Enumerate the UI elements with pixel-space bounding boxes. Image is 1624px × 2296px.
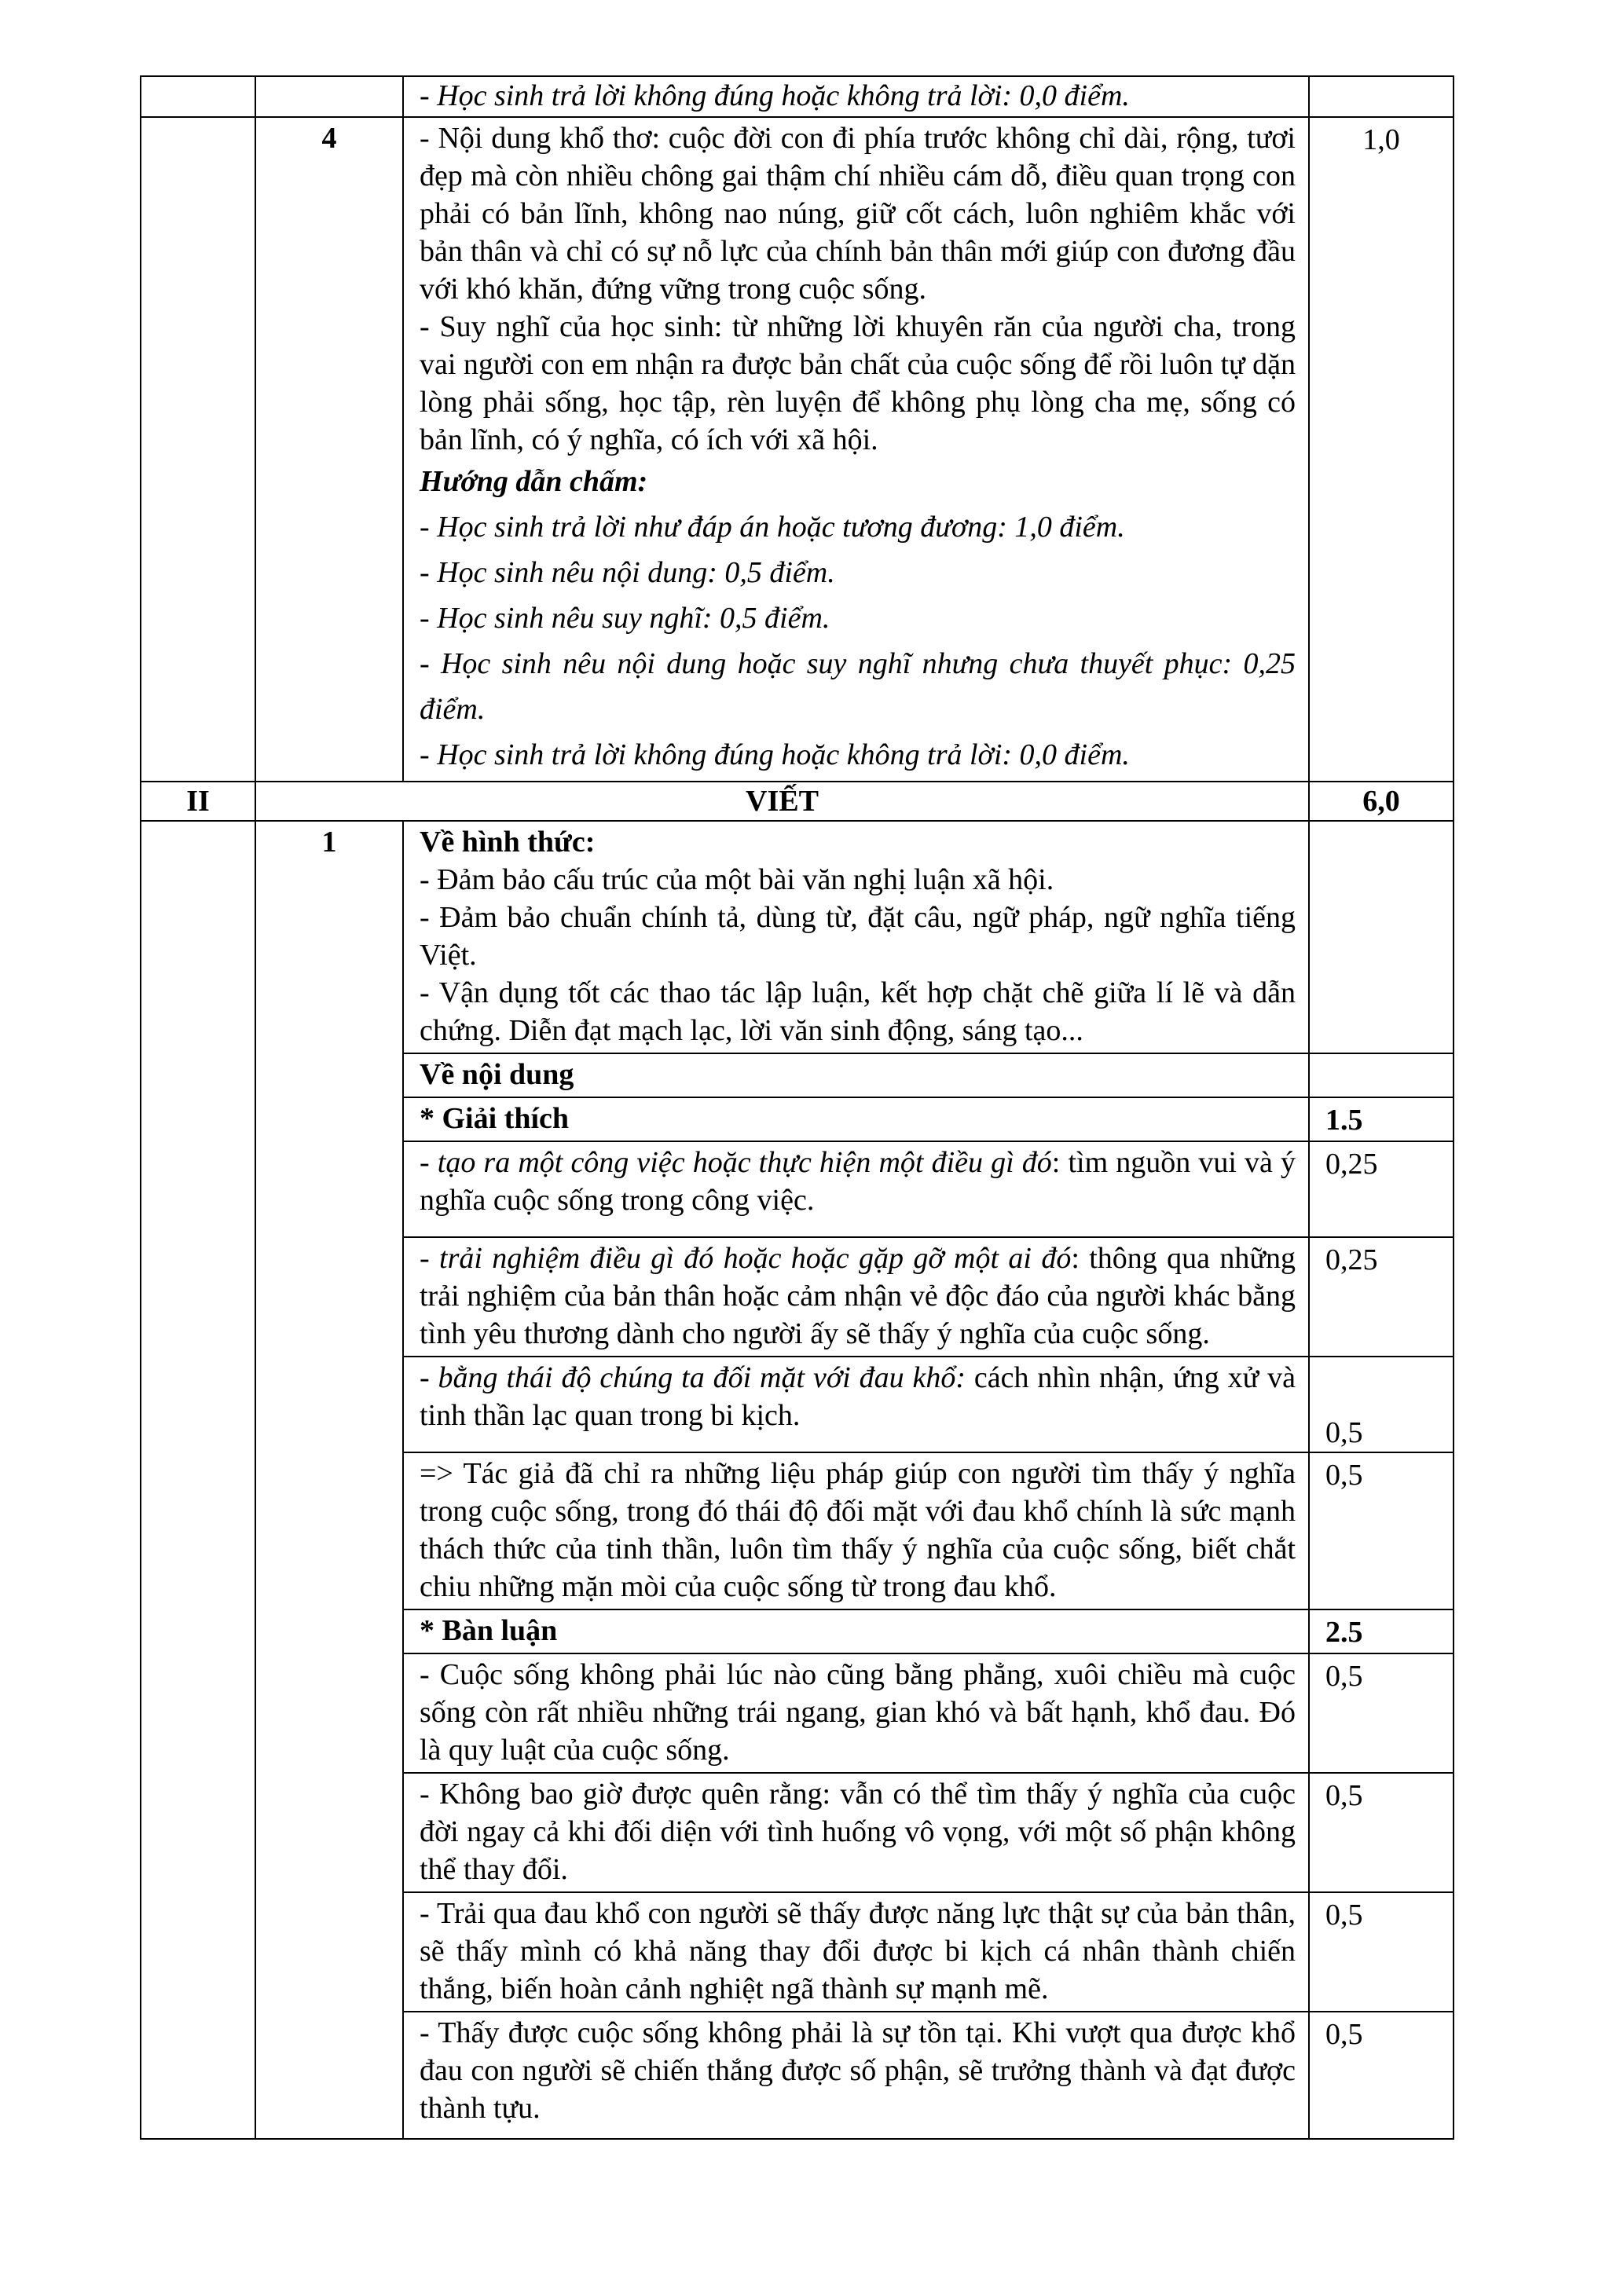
points-cell: 0,25: [1309, 1237, 1454, 1357]
content-cell: [403, 1237, 1309, 1357]
content-cell: [403, 1141, 1309, 1237]
grading-table: [140, 75, 1454, 2140]
guide-line: - Học sinh nêu nội dung hoặc suy nghĩ nhưng chưa thuyết phục: 0,25 điểm.: [420, 647, 1296, 726]
points-cell: 1,0: [1309, 117, 1454, 782]
form-item: - Vận dụng tốt các thao tác lập luận, kết hợp chặt chẽ giữa lí lẽ và dẫn chứng. Diễn đạt mạch lạc, lời văn sinh động, sáng tạo...: [420, 976, 1296, 1047]
section-cell: [141, 117, 255, 782]
explain-text: : tìm nguồn vui và ý nghĩa cuộc sống trong công việc.: [420, 1146, 1296, 1217]
content-title: Về nội dung: [403, 1053, 1309, 1097]
question-cell: [255, 76, 403, 117]
discuss-text: - Trải qua đau khổ con người sẽ thấy được năng lực thật sự của bản thân, sẽ thấy mình có khả năng thay đổi được bi kịch cá nhân thành chiến thắng, biến hoàn cảnh nghiệt ngã thành sự mạnh mẽ.: [403, 1892, 1309, 2012]
discuss-points: 2.5: [1309, 1609, 1454, 1653]
explain-text: => Tác giả đã chỉ ra những liệu pháp giúp con người tìm thấy ý nghĩa trong cuộc sống, trong đó thái độ đối mặt với đau khổ chính là sức mạnh thách thức của tinh thần, luôn tìm thấy ý nghĩa của cuộc sống, biết chắt chiu những mặn mòi của cuộc sống từ trong đau khổ.: [420, 1457, 1296, 1603]
discuss-text: - Cuộc sống không phải lúc nào cũng bằng phẳng, xuôi chiều mà cuộc sống còn rất nhiều những trái ngang, gian khó và bất hạnh, khổ đau. Đó là quy luật của cuộc sống.: [403, 1653, 1309, 1773]
points-cell: 0,5: [1309, 1892, 1454, 2012]
table-row: [141, 76, 1454, 117]
discuss-text: - Thấy được cuộc sống không phải là sự tồn tại. Khi vượt qua được khổ đau con người sẽ chiến thắng được số phận, sẽ trưởng thành và đạt được thành tựu.: [403, 2012, 1309, 2139]
guide-line: - Học sinh nêu suy nghĩ: 0,5 điểm.: [420, 602, 830, 635]
guide-line: - Học sinh trả lời không đúng hoặc không trả lời: 0,0 điểm.: [420, 738, 1130, 771]
form-item: - Đảm bảo cấu trúc của một bài văn nghị luận xã hội.: [420, 863, 1054, 896]
section-cell: [141, 76, 255, 117]
content-cell: [403, 821, 1309, 1053]
points-cell: 0,25: [1309, 1141, 1454, 1237]
form-title: Về hình thức:: [420, 826, 596, 859]
content-cell: [403, 1452, 1309, 1609]
answer-paragraph: - Nội dung khổ thơ: cuộc đời con đi phía trước không chỉ dài, rộng, tươi đẹp mà còn nhiều chông gai thậm chí nhiều cám dỗ, điều quan trọng con phải có bản lĩnh, không nao núng, giữ cốt cách, luôn nghiêm khắc với bản thân và chỉ có sự nỗ lực của chính bản thân mới giúp con đương đầu với khó khăn, đứng vững trong cuộc sống.: [420, 122, 1296, 306]
table-row: [141, 821, 1454, 1053]
explain-points: 1.5: [1309, 1097, 1454, 1141]
explain-lead: - trải nghiệm điều gì đó hoặc hoặc gặp gỡ một ai đó: [420, 1242, 1072, 1275]
guide-line: - Học sinh trả lời không đúng hoặc không trả lời: 0,0 điểm.: [420, 79, 1130, 112]
table-row: [141, 117, 1454, 782]
explain-title: * Giải thích: [403, 1097, 1309, 1141]
explain-lead: - bằng thái độ chúng ta đối mặt với đau khổ:: [420, 1361, 966, 1394]
points-cell: 0,5: [1309, 2012, 1454, 2139]
points-cell: [1309, 76, 1454, 117]
explain-lead: - tạo ra một công việc hoặc thực hiện một điều gì đó: [420, 1146, 1052, 1179]
explain-text: cách nhìn nhận, ứng xử và tinh thần lạc quan trong bi kịch.: [420, 1361, 1296, 1432]
guide-line: - Học sinh nêu nội dung: 0,5 điểm.: [420, 556, 835, 589]
content-cell: [403, 1357, 1309, 1452]
points-cell: 0,5: [1309, 1653, 1454, 1773]
discuss-text: - Không bao giờ được quên rằng: vẫn có thể tìm thấy ý nghĩa của cuộc đời ngay cả khi đối diện với tình huống vô vọng, với một số phận không thể thay đổi.: [403, 1773, 1309, 1892]
answer-paragraph: - Suy nghĩ của học sinh: từ những lời khuyên răn của người cha, trong vai người con em nhận ra được bản chất của cuộc sống để rồi luôn tự dặn lòng phải sống, học tập, rèn luyện để không phụ lòng cha mẹ, sống có bản lĩnh, có ý nghĩa, có ích với xã hội.: [420, 310, 1296, 456]
points-cell: [1309, 1053, 1454, 1097]
question-number: 1: [255, 821, 403, 2139]
section-points: 6,0: [1309, 782, 1454, 821]
explain-text: : thông qua những trải nghiệm của bản thân hoặc cảm nhận vẻ độc đáo của người khác bằng tình yêu thương dành cho người ấy sẽ thấy ý nghĩa của cuộc sống.: [420, 1242, 1296, 1350]
points-cell: 0,5: [1309, 1357, 1454, 1452]
content-cell: [403, 117, 1309, 782]
form-item: - Đảm bảo chuẩn chính tả, dùng từ, đặt câu, ngữ pháp, ngữ nghĩa tiếng Việt.: [420, 901, 1296, 972]
question-number: 4: [255, 117, 403, 782]
points-cell: 0,5: [1309, 1773, 1454, 1892]
section-title: VIẾT: [255, 782, 1309, 821]
points-cell: 0,5: [1309, 1452, 1454, 1609]
discuss-title: * Bàn luận: [403, 1609, 1309, 1653]
guide-line: - Học sinh trả lời như đáp án hoặc tương đương: 1,0 điểm.: [420, 511, 1125, 544]
section-header-row: [141, 782, 1454, 821]
section-roman: II: [141, 782, 255, 821]
section-cell: [141, 821, 255, 2139]
content-cell: [403, 76, 1309, 117]
guide-title: Hướng dẫn chấm:: [420, 465, 648, 498]
points-cell: [1309, 821, 1454, 1053]
